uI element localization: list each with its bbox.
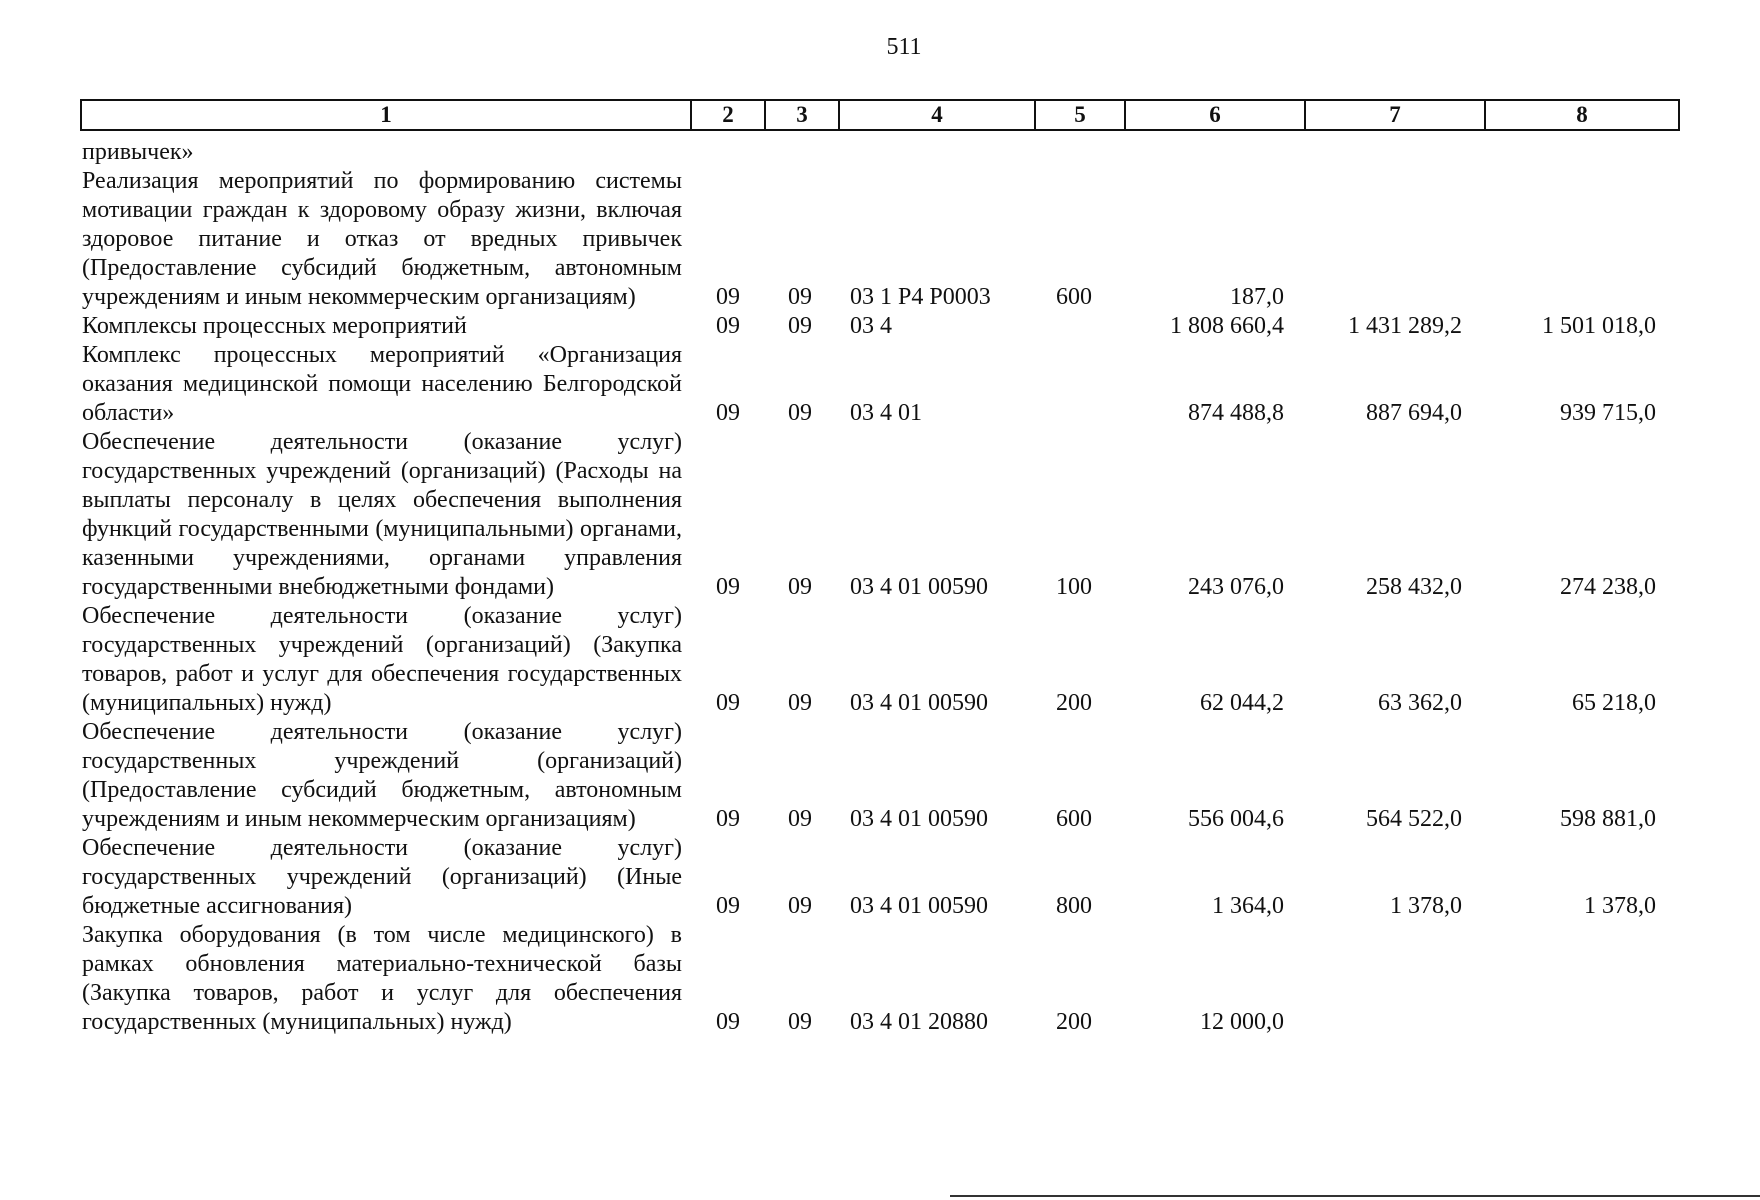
row-description: Обеспечение деятельности (оказание услуг) государственных учреждений (организаций) (Закупка товаров, работ и услуг для обеспечения государственных (муниципальных) нужд) [82, 603, 682, 716]
target-article-code: 03 4 01 00590 [850, 893, 988, 919]
row-description: Комплексы процессных мероприятий [82, 313, 467, 339]
amount-col-8: 598 881,0 [1560, 806, 1656, 832]
amount-col-6: 874 488,8 [1188, 400, 1284, 426]
amount-col-7: 887 694,0 [1366, 400, 1462, 426]
column-header-7: 7 [1305, 100, 1485, 130]
section-code: 09 [716, 806, 740, 832]
bottom-rule [950, 1195, 1760, 1197]
table-row [82, 718, 1666, 834]
column-header-6: 6 [1125, 100, 1305, 130]
amount-col-8 [1474, 921, 1666, 1037]
table-row [82, 921, 1666, 1037]
expense-type-code [1030, 312, 1118, 341]
subsection-code: 09 [788, 1009, 812, 1035]
row-description: Реализация мероприятий по формированию системы мотивации граждан к здоровому образу жизни, включая здоровое питание и отказ от вредных привычек (Предоставление субсидий бюджетным, автономным учреждениям и иным некоммерческим организациям) [82, 168, 682, 310]
amount-col-6: 243 076,0 [1188, 574, 1284, 600]
amount-col-8 [1474, 167, 1666, 312]
amount-col-7: 1 431 289,2 [1348, 313, 1462, 339]
target-article-code: 03 1 Р4 Р0003 [850, 284, 991, 310]
amount-col-7: 1 378,0 [1390, 893, 1462, 919]
column-header-8: 8 [1485, 100, 1679, 130]
expense-type-code: 800 [1056, 893, 1092, 919]
subsection-code: 09 [788, 313, 812, 339]
amount-col-8: 1 501 018,0 [1542, 313, 1656, 339]
amount-col-7: 564 522,0 [1366, 806, 1462, 832]
amount-col-6: 556 004,6 [1188, 806, 1284, 832]
subsection-code: 09 [788, 893, 812, 919]
row-description: Обеспечение деятельности (оказание услуг) государственных учреждений (организаций) (Расходы на выплаты персоналу в целях обеспечения выполнения функций государственными (муниципальными) органами, казенными учреждениями, органами управления государственными внебюджетными фондами) [82, 429, 682, 600]
expense-type-code [1030, 341, 1118, 428]
section-code: 09 [716, 690, 740, 716]
row-description: Закупка оборудования (в том числе медицинского) в рамках обновления материально-технической базы (Закупка товаров, работ и услуг для обеспечения государственных (муниципальных) нужд) [82, 922, 682, 1035]
section-code: 09 [716, 1009, 740, 1035]
section-code: 09 [716, 893, 740, 919]
table-row [82, 167, 1666, 312]
amount-col-8: 274 238,0 [1560, 574, 1656, 600]
column-header-2: 2 [691, 100, 765, 130]
subsection-code: 09 [788, 574, 812, 600]
section-code: 09 [716, 284, 740, 310]
table-row [82, 834, 1666, 921]
column-header-row [80, 99, 1680, 131]
row-description: Обеспечение деятельности (оказание услуг) государственных учреждений (организаций) (Иные бюджетные ассигнования) [82, 835, 682, 919]
amount-col-8: 1 378,0 [1584, 893, 1656, 919]
section-code: 09 [716, 574, 740, 600]
subsection-code: 09 [788, 400, 812, 426]
section-code: 09 [716, 400, 740, 426]
amount-col-6: 1 364,0 [1212, 893, 1284, 919]
target-article-code: 03 4 [850, 313, 892, 339]
target-article-code: 03 4 01 00590 [850, 806, 988, 832]
target-article-code: 03 4 01 00590 [850, 690, 988, 716]
amount-col-7: 63 362,0 [1378, 690, 1462, 716]
column-header-4: 4 [839, 100, 1035, 130]
column-header-1: 1 [81, 100, 691, 130]
column-header-5: 5 [1035, 100, 1125, 130]
amount-col-7: 258 432,0 [1366, 574, 1462, 600]
row-description: Обеспечение деятельности (оказание услуг) государственных учреждений (организаций) (Предоставление субсидий бюджетным, автономным учреждениям и иным некоммерческим организациям) [82, 719, 682, 832]
amount-col-6: 62 044,2 [1200, 690, 1284, 716]
amount-col-6: 1 808 660,4 [1170, 313, 1284, 339]
amount-col-6: 12 000,0 [1200, 1009, 1284, 1035]
table-row [82, 428, 1666, 602]
target-article-code: 03 4 01 00590 [850, 574, 988, 600]
subsection-code: 09 [788, 806, 812, 832]
budget-table [82, 138, 1666, 1037]
subsection-code: 09 [788, 284, 812, 310]
page-number: 511 [886, 34, 922, 60]
expense-type-code: 600 [1056, 806, 1092, 832]
expense-type-code: 200 [1056, 1009, 1092, 1035]
table-row [82, 602, 1666, 718]
amount-col-7 [1296, 167, 1474, 312]
table-row [82, 312, 1666, 341]
column-header-3: 3 [765, 100, 839, 130]
continuation-row [82, 138, 1666, 167]
amount-col-6: 187,0 [1230, 284, 1284, 310]
amount-col-8: 65 218,0 [1572, 690, 1656, 716]
expense-type-code: 100 [1056, 574, 1092, 600]
target-article-code: 03 4 01 20880 [850, 1009, 988, 1035]
target-article-code: 03 4 01 [850, 400, 922, 426]
expense-type-code: 200 [1056, 690, 1092, 716]
amount-col-8: 939 715,0 [1560, 400, 1656, 426]
row-description: Комплекс процессных мероприятий «Организация оказания медицинской помощи населению Белгородской области» [82, 342, 682, 426]
expense-type-code: 600 [1056, 284, 1092, 310]
table-row [82, 341, 1666, 428]
section-code: 09 [716, 313, 740, 339]
subsection-code: 09 [788, 690, 812, 716]
continuation-text: привычек» [82, 139, 194, 165]
amount-col-7 [1296, 921, 1474, 1037]
